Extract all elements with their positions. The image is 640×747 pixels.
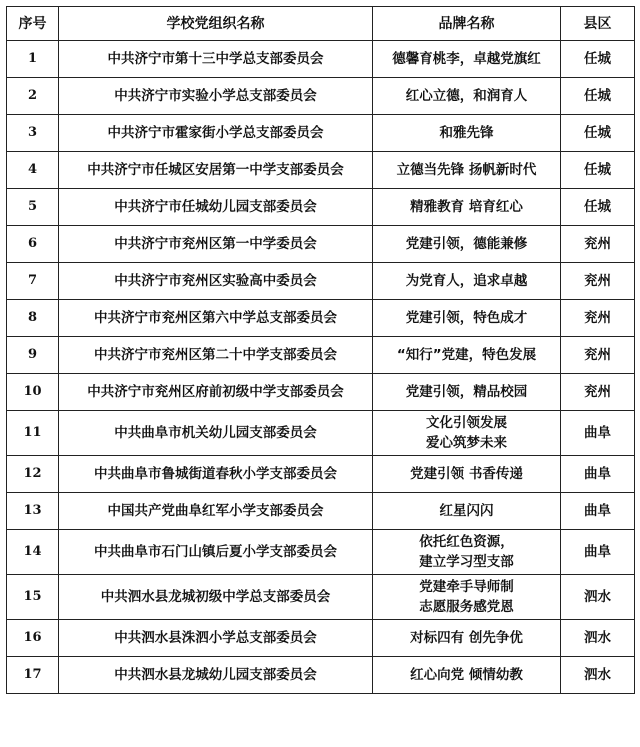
row-number: 7 (7, 263, 59, 300)
brand-line: 和雅先锋 (439, 125, 494, 141)
brand-name (373, 226, 561, 263)
org-name: 中共济宁市霍家街小学总支部委员会 (59, 115, 373, 152)
table-row (7, 78, 635, 115)
brand-name (373, 115, 561, 152)
row-number: 8 (7, 300, 59, 337)
brand-line: “知行”党建，特色发展 (396, 347, 537, 363)
org-name: 中共济宁市任城区安居第一中学支部委员会 (59, 152, 373, 189)
org-name: 中共济宁市实验小学总支部委员会 (59, 78, 373, 115)
brand-line: 为党育人，追求卓越 (405, 273, 528, 289)
org-name: 中共济宁市兖州区第六中学总支部委员会 (59, 300, 373, 337)
header-no: 序号 (7, 7, 59, 41)
brand-line: 党建引领，精品校园 (405, 384, 528, 400)
org-name: 中共泗水县龙城初级中学总支部委员会 (59, 575, 373, 620)
header-brand: 品牌名称 (373, 7, 561, 41)
row-number: 11 (7, 411, 59, 456)
brand-line: 党建牵手导师制 (419, 579, 514, 595)
county: 兖州 (561, 337, 635, 374)
brand-line: 红心立德，和润育人 (405, 88, 528, 104)
table-row (7, 530, 635, 575)
brand-line: 建立学习型支部 (419, 554, 514, 570)
org-name: 中共济宁市兖州区实验高中委员会 (59, 263, 373, 300)
county: 任城 (561, 78, 635, 115)
row-number: 1 (7, 41, 59, 78)
brand-line: 立德当先锋 扬帆新时代 (396, 162, 537, 178)
row-number: 16 (7, 620, 59, 657)
table-row (7, 620, 635, 657)
brand-name (373, 575, 561, 620)
table-row (7, 300, 635, 337)
table-row (7, 263, 635, 300)
header-county: 县区 (561, 7, 635, 41)
table-row (7, 115, 635, 152)
brand-name (373, 620, 561, 657)
county: 兖州 (561, 226, 635, 263)
org-name: 中共泗水县洙泗小学总支部委员会 (59, 620, 373, 657)
row-number: 15 (7, 575, 59, 620)
table-row (7, 411, 635, 456)
county: 泗水 (561, 657, 635, 694)
county: 兖州 (561, 374, 635, 411)
brand-name (373, 263, 561, 300)
brand-line: 对标四有 创先争优 (410, 630, 523, 646)
table-row (7, 152, 635, 189)
county: 任城 (561, 152, 635, 189)
brand-line: 红星闪闪 (439, 503, 494, 519)
brand-line: 文化引领发展 (426, 415, 507, 431)
table-row (7, 189, 635, 226)
brand-name (373, 493, 561, 530)
row-number: 13 (7, 493, 59, 530)
brand-name (373, 657, 561, 694)
brand-name (373, 337, 561, 374)
brand-name (373, 530, 561, 575)
brand-line: 精雅教育 培育红心 (410, 199, 523, 215)
header-org: 学校党组织名称 (59, 7, 373, 41)
county: 任城 (561, 189, 635, 226)
county: 任城 (561, 115, 635, 152)
row-number: 9 (7, 337, 59, 374)
table-row (7, 226, 635, 263)
brand-name (373, 411, 561, 456)
org-name: 中共曲阜市机关幼儿园支部委员会 (59, 411, 373, 456)
county: 任城 (561, 41, 635, 78)
brand-line: 依托红色资源， (419, 534, 514, 550)
table-row (7, 657, 635, 694)
table-row (7, 575, 635, 620)
brand-name (373, 189, 561, 226)
table-row (7, 456, 635, 493)
org-name: 中共济宁市第十三中学总支部委员会 (59, 41, 373, 78)
brand-line: 志愿服务感党恩 (419, 599, 514, 615)
brand-name (373, 78, 561, 115)
org-name: 中共济宁市兖州区第二十中学支部委员会 (59, 337, 373, 374)
brand-name (373, 300, 561, 337)
county: 兖州 (561, 300, 635, 337)
brand-line: 党建引领 书香传递 (410, 466, 523, 482)
table-row (7, 374, 635, 411)
brand-name (373, 152, 561, 189)
row-number: 5 (7, 189, 59, 226)
org-name: 中共济宁市兖州区府前初级中学支部委员会 (59, 374, 373, 411)
org-name: 中共曲阜市鲁城街道春秋小学支部委员会 (59, 456, 373, 493)
row-number: 14 (7, 530, 59, 575)
org-name: 中共济宁市任城幼儿园支部委员会 (59, 189, 373, 226)
county: 曲阜 (561, 493, 635, 530)
county: 泗水 (561, 575, 635, 620)
brand-table (6, 6, 635, 694)
row-number: 3 (7, 115, 59, 152)
table-row (7, 41, 635, 78)
brand-line: 党建引领，特色成才 (405, 310, 528, 326)
org-name: 中共曲阜市石门山镇后夏小学支部委员会 (59, 530, 373, 575)
brand-name (373, 41, 561, 78)
table-row (7, 493, 635, 530)
brand-line: 红心向党 倾情幼教 (410, 667, 523, 683)
county: 曲阜 (561, 456, 635, 493)
row-number: 2 (7, 78, 59, 115)
county: 泗水 (561, 620, 635, 657)
row-number: 6 (7, 226, 59, 263)
county: 曲阜 (561, 411, 635, 456)
row-number: 12 (7, 456, 59, 493)
brand-line: 德馨育桃李，卓越党旗红 (392, 51, 541, 67)
org-name: 中共济宁市兖州区第一中学委员会 (59, 226, 373, 263)
org-name: 中国共产党曲阜红军小学支部委员会 (59, 493, 373, 530)
county: 兖州 (561, 263, 635, 300)
county: 曲阜 (561, 530, 635, 575)
brand-name (373, 374, 561, 411)
org-name: 中共泗水县龙城幼儿园支部委员会 (59, 657, 373, 694)
brand-name (373, 456, 561, 493)
row-number: 4 (7, 152, 59, 189)
brand-line: 党建引领，德能兼修 (405, 236, 528, 252)
row-number: 10 (7, 374, 59, 411)
brand-line: 爱心筑梦未来 (426, 435, 507, 451)
row-number: 17 (7, 657, 59, 694)
table-row (7, 337, 635, 374)
header-row (7, 7, 635, 41)
